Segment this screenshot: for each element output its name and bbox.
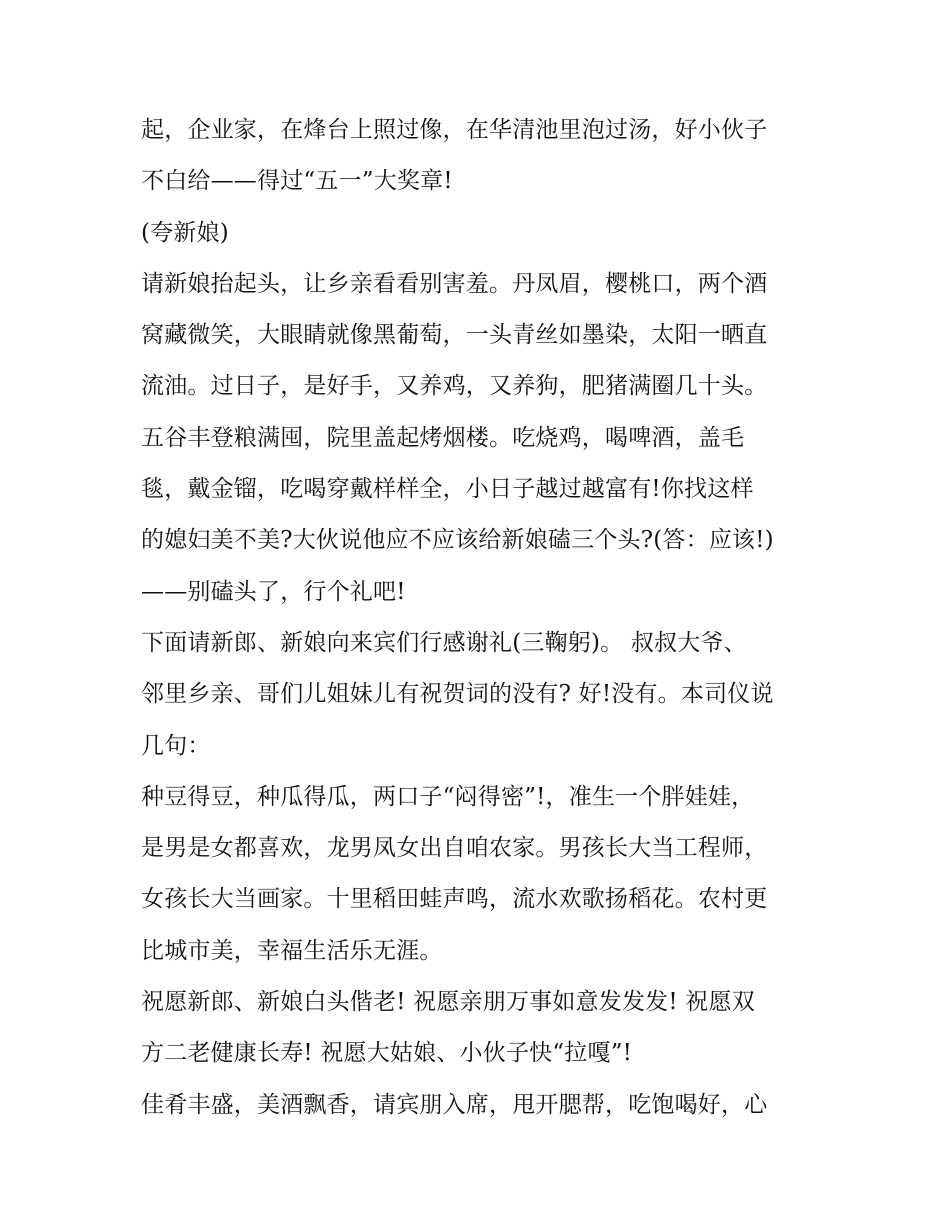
text-line: 比城市美，幸福生活乐无涯。 [141, 937, 443, 964]
text-line: 毯，戴金镏，吃喝穿戴样样全，小日子越过越富有!你找这样 [141, 476, 754, 503]
text-line: 方二老健康长寿! 祝愿大姑娘、小伙子快“拉嘎”! [141, 1040, 633, 1067]
text-line: 流油。过日子，是好手，又养鸡，又养狗，肥猪满圈几十头。 [141, 373, 768, 400]
text-line: 几句： [141, 732, 211, 759]
text-line: 起，企业家，在烽台上照过像，在华清池里泡过汤，好小伙子 [141, 117, 768, 143]
text-line: 不白给——得过“五一”大奖章! [141, 168, 453, 195]
text-line: 种豆得豆，种瓜得瓜，两口子“闷得密”!，准生一个胖娃娃， [141, 783, 755, 810]
text-line: 是男是女都喜欢，龙男凤女出自咱农家。男孩长大当工程师， [141, 835, 768, 862]
document-body [141, 108, 821, 1134]
text-line: 佳肴丰盛，美酒飘香，请宾朋入席，甩开腮帮，吃饱喝好，心 [141, 1091, 768, 1118]
text-line: 请新娘抬起头，让乡亲看看别害羞。丹凤眉，樱桃口，两个酒 [141, 270, 768, 297]
text-line: 五谷丰登粮满囤，院里盖起烤烟楼。吃烧鸡，喝啤酒，盖毛 [141, 424, 745, 451]
text-line: 邻里乡亲、哥们儿姐妹儿有祝贺词的没有? 好!没有。本司仪说 [141, 681, 774, 708]
text-line: 的媳妇美不美?大伙说他应不应该给新娘磕三个头?(答：应该!) [141, 527, 774, 554]
text-line: 女孩长大当画家。十里稻田蛙声鸣，流水欢歌扬稻花。农村更 [141, 886, 768, 913]
section-heading: (夸新娘) [141, 219, 229, 246]
text-line: ——别磕头了，行个礼吧! [141, 578, 406, 605]
text-line: 窝藏微笑，大眼睛就像黑葡萄，一头青丝如墨染，太阳一晒直 [141, 322, 768, 349]
text-line: 祝愿新郎、新娘白头偕老! 祝愿亲朋万事如意发发发! 祝愿双 [141, 989, 755, 1016]
text-line: 下面请新郎、新娘向来宾们行感谢礼(三鞠躬)。 叔叔大爷、 [141, 629, 747, 656]
